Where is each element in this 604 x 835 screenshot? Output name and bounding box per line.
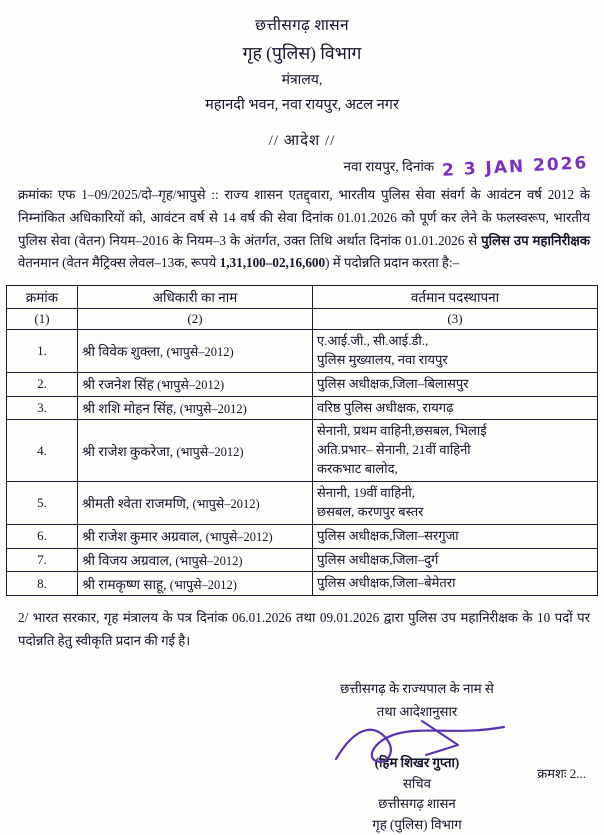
document-header <box>0 14 604 116</box>
table-row <box>7 396 598 420</box>
posting-line: पुलिस अधीक्षक,जिला–सरगुजा <box>317 527 459 543</box>
paragraph-part-3: ) में पदोन्नति प्रदान करता है:– <box>325 255 460 271</box>
secondary-paragraph-text: भारत सरकार, गृह मंत्रालय के पत्र दिनांक 06.01.2026 तथा 09.01.2026 द्वारा पुलिस उप महानिरीक्षक के 10 पदों पर पदोन्नति हेतु स्वीकृति प्रदान की गई है। <box>18 610 590 649</box>
officer-name: श्री विवेक शुक्ला, <box>82 343 164 359</box>
officer-name: श्री विजय अग्रवाल, <box>82 552 173 568</box>
cell-serial: 1. <box>7 330 78 373</box>
table-row <box>7 372 598 396</box>
document-page <box>0 14 604 832</box>
cell-officer-name <box>78 396 313 420</box>
cell-serial: 7. <box>7 548 78 572</box>
officer-batch: (भापुसे–2012) <box>176 444 244 459</box>
table-header-posting: वर्तमान पदस्थापना <box>313 286 598 309</box>
cell-serial: 8. <box>7 572 78 596</box>
cell-officer-name <box>78 420 313 482</box>
table-row <box>7 482 598 525</box>
posting-line: ए.आई.जी., सी.आई.डी., <box>317 333 429 349</box>
officer-name: श्री शशि मोहन सिंह, <box>82 401 177 417</box>
paragraph-bold-rank: पुलिस उप महानिरीक्षक <box>481 232 590 248</box>
cell-current-posting <box>313 396 598 420</box>
officer-name: श्री रजनेश सिंह <box>82 377 154 393</box>
paragraph-part-1: क्रमांकः एफ 1–09/2025/दो–गृह/भापुसे :: राज्य शासन एतद्द्वारा, भारतीय पुलिस सेवा संवर्ग के आवंटन वर्ष 2012 के निम्नांकित अधिकारियों को, आवंटन वर्ष से 14 वर्ष की सेवा दिनांक 01.01.2026 को पूर्ण कर लेने के फलस्वरूप, भारतीय पुलिस सेवा (वेतन) नियम–2016 के नियम–3 के अंतर्गत, उक्त तिथि अर्थात दिनांक 01.01.2026 से <box>18 187 590 248</box>
cell-serial: 4. <box>7 420 78 482</box>
department-name: गृह (पुलिस) विभाग <box>242 43 362 64</box>
signature-block <box>0 753 604 835</box>
posting-line: सेनानी, प्रथम वाहिनी,छसबल, भिलाई <box>317 423 487 439</box>
table-body <box>7 330 598 596</box>
secondary-paragraph-number: 2/ <box>18 610 29 626</box>
colnum-1: (1) <box>7 309 78 330</box>
table-row <box>7 548 598 572</box>
main-paragraph <box>18 184 590 275</box>
cell-officer-name <box>78 372 313 396</box>
paragraph-bold-payrange: 1,31,100–02,16,600 <box>219 255 326 271</box>
signatory-org-1: छत्तीसगढ़ शासन <box>378 796 456 812</box>
officer-name: श्रीमती श्वेता राजमणि, <box>82 495 190 511</box>
posting-line: छसबल, करणपुर बस्तर <box>317 503 424 519</box>
signatory-name: (हिम शिखर गुप्ता) <box>374 755 460 771</box>
posting-line: अति.प्रभार– सेनानी, 21वीं वाहिनी <box>317 442 471 458</box>
signatory-title: सचिव <box>402 775 432 791</box>
posting-line: पुलिस अधीक्षक,जिला–दुर्ग <box>317 551 439 567</box>
table-colnum-row <box>7 309 598 330</box>
table-row <box>7 330 598 373</box>
cell-current-posting <box>313 372 598 396</box>
posting-line: पुलिस मुख्यालय, नवा रायपुर <box>317 351 448 367</box>
place-date-label: नवा रायपुर, दिनांक <box>343 159 435 175</box>
authority-line-2: तथा आदेशानुसार <box>376 703 458 719</box>
order-title: // आदेश // <box>268 133 336 150</box>
cell-serial: 6. <box>7 524 78 548</box>
officer-name: श्री रामकृष्ण साहू, <box>82 576 167 592</box>
officer-batch: (भापुसे–2012) <box>169 577 237 592</box>
table-header-name: अधिकारी का नाम <box>78 286 313 309</box>
authority-line-1: छत्तीसगढ़ के राज्यपाल के नाम से <box>340 681 494 697</box>
cell-current-posting <box>313 420 598 482</box>
table-header-serial: क्रमांक <box>7 286 78 309</box>
table-row <box>7 420 598 482</box>
officer-batch: (भापुसे–2012) <box>175 553 243 568</box>
officer-batch: (भापुसे–2012) <box>192 496 260 511</box>
cell-officer-name <box>78 524 313 548</box>
officer-name: श्री राजेश कुकरेजा, <box>82 443 174 459</box>
cell-serial: 2. <box>7 372 78 396</box>
cell-current-posting <box>313 330 598 373</box>
officer-batch: (भापुसे–2012) <box>157 378 225 393</box>
secondary-paragraph <box>18 606 590 652</box>
signatory-org-2: गृह (पुलिस) विभाग <box>372 816 462 832</box>
posting-line: वरिष्ठ पुलिस अधीक्षक, रायगढ़ <box>317 399 454 415</box>
table-row <box>7 524 598 548</box>
cell-current-posting <box>313 482 598 525</box>
posting-line: पुलिस अधीक्षक,जिला–बेमेतरा <box>317 575 456 591</box>
cell-officer-name <box>78 548 313 572</box>
cell-officer-name <box>78 572 313 596</box>
cell-serial: 5. <box>7 482 78 525</box>
handwritten-date-stamp: 2 3 JAN 2026 <box>441 153 589 182</box>
authority-block <box>0 678 604 723</box>
officer-name: श्री राजेश कुमार अग्रवाल, <box>82 529 203 545</box>
officer-batch: (भापुसे–2012) <box>205 530 273 545</box>
cell-current-posting <box>313 524 598 548</box>
cell-officer-name <box>78 330 313 373</box>
address-line: महानदी भवन, नवा रायपुर, अटल नगर <box>205 96 399 113</box>
cell-serial: 3. <box>7 396 78 420</box>
cell-officer-name <box>78 482 313 525</box>
paragraph-part-2: वेतनमान (वेतन मैट्रिक्स लेवल–13क, रूपये <box>18 255 220 271</box>
colnum-3: (3) <box>313 309 598 330</box>
cell-current-posting <box>313 572 598 596</box>
cell-current-posting <box>313 548 598 572</box>
officers-table <box>6 285 598 596</box>
govt-name: छत्तीसगढ़ शासन <box>255 17 349 34</box>
table-header-row <box>7 286 598 309</box>
ministry-name: मंत्रालय, <box>281 73 323 89</box>
page-continuation-note: क्रमशः 2... <box>537 766 586 781</box>
place-date-row <box>0 153 604 182</box>
posting-line: सेनानी, 19वीं वाहिनी, <box>317 485 415 501</box>
colnum-2: (2) <box>78 309 313 330</box>
officer-batch: (भापुसे–2012) <box>179 402 247 417</box>
posting-line: पुलिस अधीक्षक,जिला–बिलासपुर <box>317 375 469 391</box>
posting-line: करकभाट बालोद, <box>317 461 398 477</box>
table-row <box>7 572 598 596</box>
officer-batch: (भापुसे–2012) <box>166 344 234 359</box>
